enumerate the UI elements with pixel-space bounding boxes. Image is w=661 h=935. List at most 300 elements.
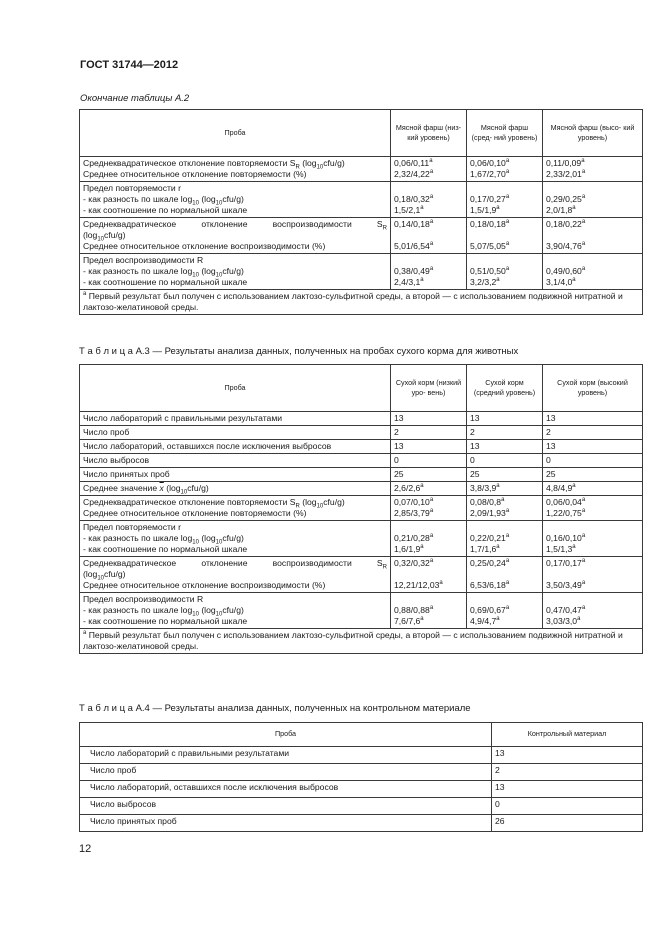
value-line [470,205,539,216]
value-line [470,497,539,508]
subscript: 10 [316,164,324,171]
footnote-mark: a [581,158,585,165]
spacer [546,569,639,580]
spacer [470,255,539,266]
value-line [546,544,639,555]
header-col3: Мясной фарш (высо- кий уровень) [543,110,643,157]
table-row [80,440,643,454]
footnote-mark: a [429,558,434,565]
footnote-mark: a [581,497,586,504]
value-line [470,580,539,591]
table-row [80,521,643,557]
value-line [470,241,539,252]
value-line [394,219,463,230]
value: 3,03/3,0 [546,616,578,626]
value: 0,51/0,50 [470,266,506,276]
subscript: 10 [215,200,223,207]
value: 5,07/5,05 [470,241,506,251]
footnote [80,290,643,315]
label-text: Среднеквадратическое отклонение повторяемости S [83,497,296,507]
label-text: (log [198,194,216,204]
table-row [80,781,643,798]
row-label [80,157,391,182]
spacer [546,183,639,194]
table-row [80,747,643,764]
subscript: 10 [215,272,223,279]
footnote-mark: a [429,241,434,248]
value-line [394,266,463,277]
row-value: 13 [391,412,467,426]
label-text: cfu/g) [222,194,244,204]
value: 0,29/0,25 [546,194,582,204]
row-value: 25 [543,468,643,482]
value-line [394,205,463,216]
value: 0,06/0,10 [470,158,506,168]
footnote-mark: a [83,291,87,298]
spacer [394,522,463,533]
label-text: - как разность по шкале log [83,533,193,543]
label-line [83,255,387,266]
label-line [83,277,387,288]
value-line [394,558,463,569]
value-line [470,558,539,569]
label-line [83,594,387,605]
row-label: Число лабораторий с правильными результатами [80,412,391,426]
spacer [470,594,539,605]
value-line [546,205,639,216]
footnote-mark: a [581,605,586,612]
row-value: 13 [391,440,467,454]
table-row [80,218,643,254]
table-a3-caption: Т а б л и ц а А.3 — Результаты анализа данных, полученных на пробах сухого корма для животных [79,346,519,357]
value: 3,1/4,0 [546,277,573,287]
spacer [546,522,639,533]
label-text: Среднее относительное отклонение повторяемости (%) [83,508,307,518]
footnote-mark: a [420,277,424,284]
label-text: Предел повторяемости r [83,183,181,193]
value: 0,32/0,32 [394,558,430,568]
row-value-cell [391,218,467,254]
label-line [83,497,387,508]
row-value: 13 [492,781,643,798]
spacer [394,183,463,194]
value: 0,17/0,17 [546,558,582,568]
value: 12,21/12,03 [394,580,440,590]
row-label [80,218,391,254]
spacer [394,230,463,241]
value-line [546,158,639,169]
label-line [83,605,387,616]
table-row-mean [80,482,643,496]
table-row [80,496,643,521]
footnote-mark: a [496,616,500,623]
row-label [80,593,391,629]
label-line [83,219,387,230]
row-value: 2 [492,764,643,781]
value: 3,50/3,49 [546,580,582,590]
spacer [394,594,463,605]
value: 2,32/4,22 [394,169,430,179]
row-value: 13 [467,440,543,454]
value-line [394,158,463,169]
value: 2,09/1,93 [470,508,506,518]
row-value-cell [543,254,643,290]
label-text: (log [83,569,98,579]
value: 0,22/0,21 [470,533,506,543]
value-line [394,194,463,205]
footnote-mark: a [581,558,586,565]
label-text: cfu/g) [104,569,126,579]
row-value [391,482,467,496]
spacer [470,569,539,580]
header-sample: Проба [80,110,391,157]
table-row [80,764,643,781]
value: 0,11/0,09 [546,158,582,168]
footnote-mark: a [505,266,510,273]
value-line [470,605,539,616]
footnote-mark: a [505,533,510,540]
row-value: 26 [492,815,643,832]
row-value [543,482,643,496]
label-text: - как разность по шкале log [83,605,193,615]
row-value-cell [467,182,543,218]
row-label: Число лабораторий, оставшихся после исключения выбросов [80,781,492,798]
value: 2,0/1,8 [546,205,573,215]
value-line [546,194,639,205]
row-value: 0 [492,798,643,815]
label-text: (log [83,230,98,240]
value-line [546,266,639,277]
footnote-mark: a [439,580,443,587]
row-value-cell [391,182,467,218]
row-label: Число лабораторий с правильными результатами [80,747,492,764]
footnote-mark: a [429,169,434,176]
row-value-cell [543,182,643,218]
table-a4 [79,722,643,832]
row-label: Число выбросов [80,798,492,815]
table-header-row [80,365,643,412]
value-line [470,158,539,169]
table-row [80,254,643,290]
subscript: 10 [215,611,223,618]
spacer [394,255,463,266]
value-line [546,558,639,569]
label-text: cfu/g) [222,266,244,276]
value-line [546,497,639,508]
footnote-mark: a [581,533,586,540]
value: 0,21/0,28 [394,533,430,543]
value-line [470,266,539,277]
table-a2 [79,109,643,315]
x-bar-symbol: $\overline{x}$ [159,483,164,493]
table-row [80,426,643,440]
spacer [470,183,539,194]
table-row [80,412,643,426]
value-line [394,169,463,180]
header-col2: Мясной фарш (сред- ний уровень) [467,110,543,157]
row-value: 2 [543,426,643,440]
spacer [546,255,639,266]
subscript: R [382,225,387,232]
label-text: Предел воспроизводимости R [83,594,204,604]
value-line [470,194,539,205]
document-header: ГОСТ 31744—2012 [80,59,179,71]
value-line [546,241,639,252]
subscript: 10 [192,272,199,279]
value: 1,5/2,1 [394,205,421,215]
label-text: - как соотношение по нормальной шкале [83,544,248,554]
spacer [470,230,539,241]
subscript: R [295,164,300,171]
row-value-cell [467,254,543,290]
value: 7,6/7,6 [394,616,421,626]
value: 0,18/0,18 [470,219,506,229]
footnote-mark: a [429,219,434,226]
value: 0,06/0,11 [394,158,430,168]
row-label: Число принятых проб [80,815,492,832]
header-col1: Мясной фарш (низ- кий уровень) [391,110,467,157]
footnote-mark: a [581,219,586,226]
footnote-mark: a [429,194,434,201]
spacer [546,594,639,605]
row-value-cell [391,557,467,593]
value-line [546,277,639,288]
label-line [83,230,387,241]
value-line [470,277,539,288]
row-label [80,254,391,290]
value: 0,18/0,32 [394,194,430,204]
header-sample: Проба [80,365,391,412]
value-line [394,508,463,519]
footnote-mark: a [505,219,510,226]
header-col3: Сухой корм (высокий уровень) [543,365,643,412]
label-text: Среднее значение [83,483,160,493]
value: 1,6/1,9 [394,544,421,554]
value: 2,6/2,6 [394,483,421,493]
subscript: 10 [316,503,324,510]
value-line [394,277,463,288]
value: 2,33/2,01 [546,169,582,179]
value-line [470,533,539,544]
value-line [470,219,539,230]
value: 0,18/0,22 [546,219,582,229]
label-text: Среднеквадратическое отклонение повторяемости S [83,158,296,168]
value: 0,08/0,8 [470,497,502,507]
value-line [394,497,463,508]
value: 0,25/0,24 [470,558,506,568]
value-line [470,616,539,627]
header-col1: Контрольный материал [492,723,643,747]
value: 6,53/6,18 [470,580,506,590]
spacer [394,569,463,580]
row-value: 0 [543,454,643,468]
label-line [83,194,387,205]
value: 0,17/0,27 [470,194,506,204]
footnote-mark: a [505,241,510,248]
subscript: R [382,564,387,571]
table-a4-caption: Т а б л и ц а А.4 — Результаты анализа данных, полученных на контрольном материале [79,703,471,714]
row-value-cell [467,157,543,182]
header-col1: Сухой корм (низкий уро- вень) [391,365,467,412]
footnote-mark: a [505,194,510,201]
row-value-cell [467,557,543,593]
subscript: 10 [97,236,105,243]
value-line [470,508,539,519]
row-value: 13 [467,412,543,426]
footnote-mark: a [429,266,434,273]
row-value: 25 [467,468,543,482]
value: 3,8/3,9 [470,483,497,493]
footnote-mark: a [429,497,434,504]
label-text: cfu/g) [323,497,345,507]
label-text: - как разность по шкале log [83,266,193,276]
header-sample: Проба [80,723,492,747]
label-text: Предел повторяемости r [83,522,181,532]
row-value-cell [467,496,543,521]
label-text: Среднее относительное отклонение воспроизводимости (%) [83,580,326,590]
label-text: (log [198,605,216,615]
footnote-row [80,629,643,654]
value: 0,06/0,04 [546,497,582,507]
value-line [394,605,463,616]
label-text: (log [163,483,181,493]
footnote-mark: a [501,497,505,504]
footnote-mark: a [581,194,586,201]
table-row [80,798,643,815]
subscript: 10 [180,489,188,496]
label-text: - как соотношение по нормальной шкале [83,205,248,215]
footnote-mark: a [429,605,434,612]
value: 0,07/0,10 [394,497,430,507]
row-value: 25 [391,468,467,482]
footnote-mark: a [577,616,581,623]
label-text: cfu/g) [222,605,244,615]
row-value: 2 [467,426,543,440]
value: 4,8/4,9 [546,483,573,493]
footnote-mark: a [572,277,576,284]
row-label [80,521,391,557]
row-value-cell [543,521,643,557]
label-text: cfu/g) [222,533,244,543]
table-row [80,182,643,218]
value-line [546,169,639,180]
subscript: 10 [215,539,223,546]
table-row [80,454,643,468]
row-label: Число выбросов [80,454,391,468]
label-text: Среднее относительное отклонение воспроизводимости (%) [83,241,326,251]
value-line [546,508,639,519]
row-value-cell [543,157,643,182]
footnote-mark: a [83,630,87,637]
label-text: cfu/g) [323,158,345,168]
value-line [470,544,539,555]
table-a2-caption: Окончание таблицы А.2 [80,93,190,104]
label-text: - как разность по шкале log [83,194,193,204]
footnote-mark: a [420,616,424,623]
value-line [394,533,463,544]
label-line [83,544,387,555]
row-value-cell [467,218,543,254]
footnote-mark: a [505,508,510,515]
footnote-mark: a [496,277,500,284]
value-line [394,544,463,555]
row-value: 0 [391,454,467,468]
footnote-mark: a [429,508,434,515]
footnote-mark: a [429,533,434,540]
footnote-mark: a [505,558,510,565]
footnote-row [80,290,643,315]
row-value-cell [543,593,643,629]
value: 0,38/0,49 [394,266,430,276]
row-value: 0 [467,454,543,468]
row-value-cell [391,521,467,557]
label-line [83,569,387,580]
label-text: - как соотношение по нормальной шкале [83,277,248,287]
label-text: cfu/g) [104,230,126,240]
table-row [80,557,643,593]
value: 0,16/0,10 [546,533,582,543]
value-line [546,219,639,230]
footnote-mark: a [572,483,576,490]
row-value: 13 [543,440,643,454]
value-line [546,580,639,591]
label-line [83,533,387,544]
subscript: 10 [192,611,199,618]
footnote-mark: a [420,544,424,551]
footnote-mark: a [505,580,510,587]
value: 4,9/4,7 [470,616,497,626]
footnote-mark: a [505,158,510,165]
footnote-mark: a [496,483,500,490]
subscript: 10 [192,539,199,546]
table-row [80,815,643,832]
spacer [470,522,539,533]
value: 1,67/2,70 [470,169,506,179]
row-value: 2 [391,426,467,440]
value: 0,49/0,60 [546,266,582,276]
row-value-cell [543,496,643,521]
row-value-cell [391,496,467,521]
row-value-cell [543,218,643,254]
label-text: (log [198,266,216,276]
footnote-mark: a [581,241,586,248]
footnote-mark: a [429,158,433,165]
value-line [546,605,639,616]
header-col2: Сухой корм (средний уровень) [467,365,543,412]
row-label [80,557,391,593]
footnote-mark: a [496,544,500,551]
footnote-mark: a [581,508,586,515]
label-line [83,266,387,277]
label-text: cfu/g) [187,483,209,493]
row-value [467,482,543,496]
row-value-cell [391,254,467,290]
footnote-mark: a [581,169,586,176]
label-line [83,580,387,591]
value-line [546,533,639,544]
label-line [83,522,387,533]
label-text: (log [299,158,317,168]
label-line [83,183,387,194]
label-text: (log [299,497,317,507]
value-line [546,616,639,627]
row-value: 13 [492,747,643,764]
footnote-mark: a [581,266,586,273]
label-text: Среднеквадратическое отклонение воспроизводимости S [83,558,383,568]
footnote-mark: a [420,205,424,212]
value: 0,14/0,18 [394,219,430,229]
row-value-cell [391,593,467,629]
